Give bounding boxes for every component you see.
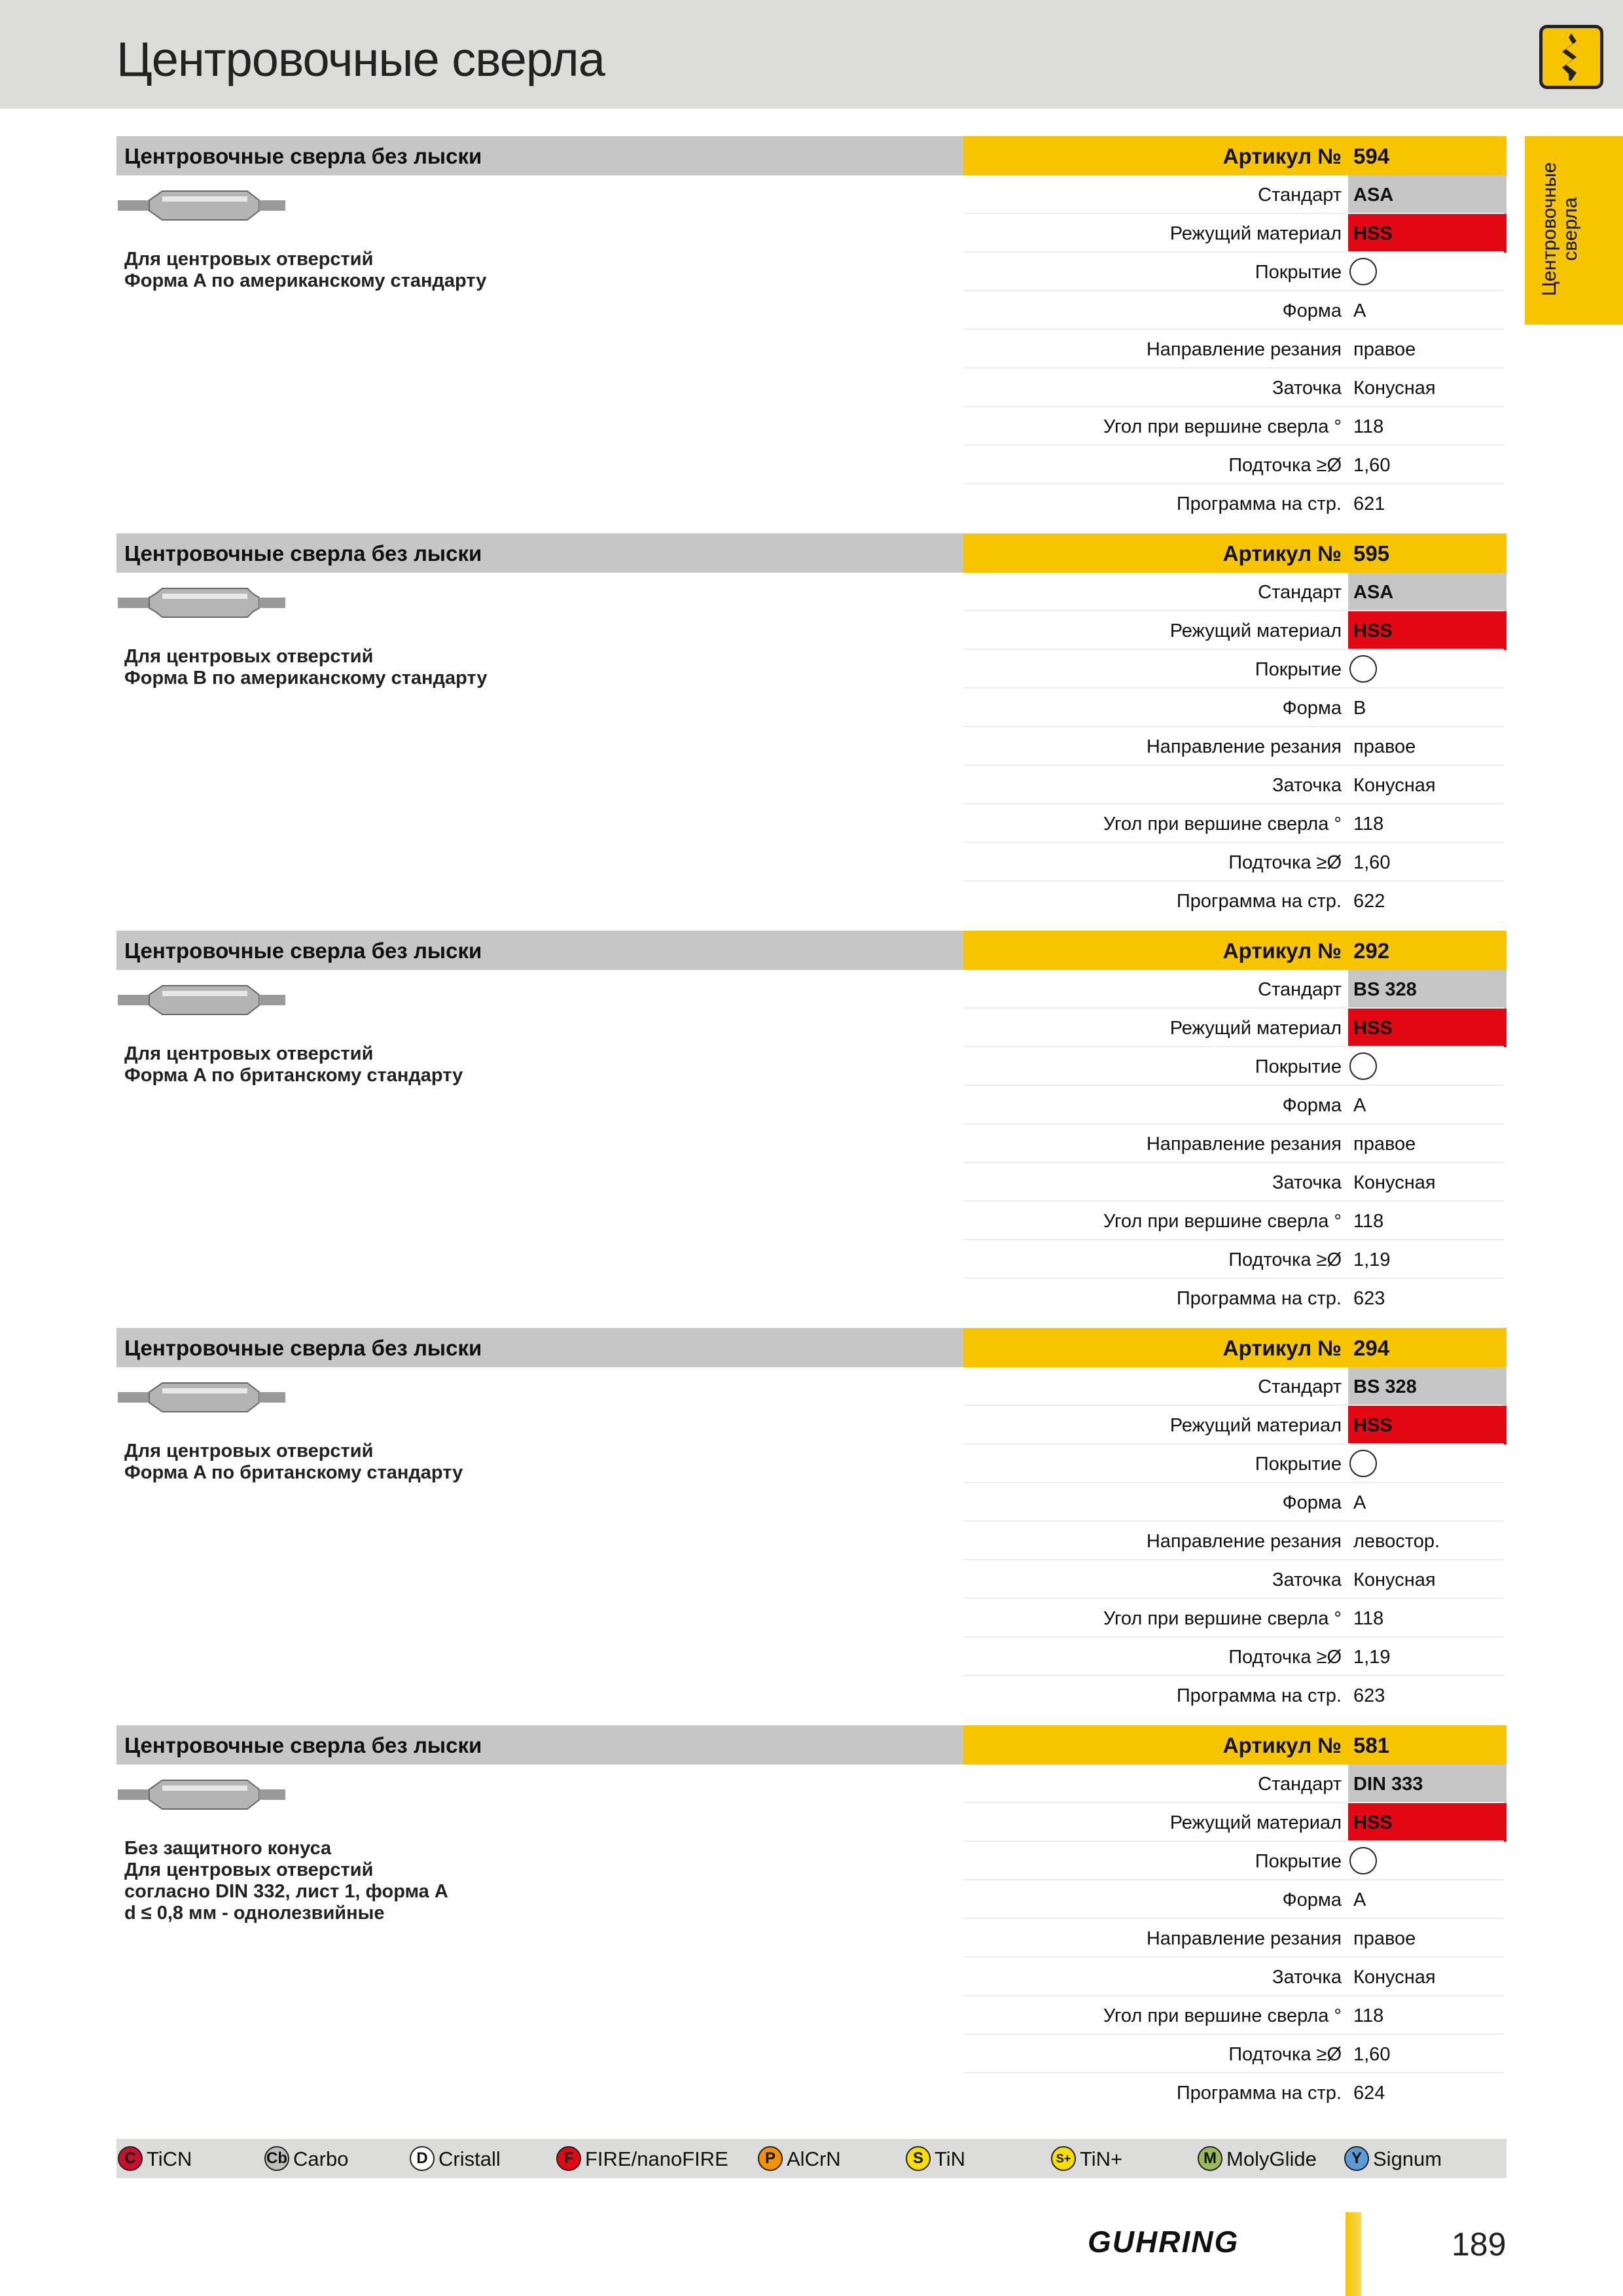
spec-row-form: Форма A — [963, 1086, 1507, 1124]
spec-row-grind: Заточка Конусная — [963, 368, 1507, 407]
carbo-coating-icon: Cb — [264, 2146, 289, 2171]
spec-row-counterbore: Подточка ≥Ø 1,60 — [963, 843, 1507, 882]
article-label: Артикул № — [1222, 144, 1342, 168]
spec-row-coating: Покрытие — [963, 650, 1507, 689]
spec-row-counterbore: Подточка ≥Ø 1,60 — [963, 446, 1507, 484]
spec-row-material: Режущий материал HSS — [963, 1406, 1507, 1444]
spec-row-coating: Покрытие — [963, 253, 1507, 291]
spec-row-standard: Стандарт BS 328 — [963, 1367, 1507, 1406]
side-tab-label: Центровочные сверла — [1539, 162, 1581, 296]
spec-row-page[interactable]: Программа на стр. 624 — [1176, 2083, 1385, 2104]
article-label: Артикул № — [1222, 541, 1342, 565]
no-coating-icon — [1349, 1847, 1377, 1874]
legend-item-alcrn: P AlCrN — [758, 2146, 841, 2172]
product-title: Центровочные сверла без лыски — [124, 939, 482, 963]
article-label: Артикул № — [1222, 1733, 1342, 1757]
legend-item-molyglide: M MolyGlide — [1198, 2146, 1317, 2172]
spec-row-form: Форма B — [963, 689, 1507, 727]
product-description: Для центровых отверстий Форма A по американскому стандарту — [124, 249, 487, 291]
spec-row-angle: Угол при вершине сверла ° 118 — [963, 1202, 1507, 1240]
center-drill-image — [116, 186, 288, 225]
center-drill-image — [116, 583, 288, 622]
spec-row-angle: Угол при вершине сверла ° 118 — [963, 1996, 1507, 2035]
article-number: 595 — [1353, 541, 1390, 565]
no-coating-icon — [1349, 655, 1377, 683]
legend-item-tin: S TiN — [906, 2146, 965, 2172]
article-number: 594 — [1353, 144, 1390, 168]
spec-row-form: Форма A — [963, 1483, 1507, 1522]
spec-row-direction: Направление резания правое — [963, 727, 1507, 766]
center-drill-image — [116, 980, 288, 1020]
spec-row-direction: Направление резания левостор. — [963, 1522, 1507, 1560]
product-block — [116, 931, 1507, 1317]
no-coating-icon — [1349, 1450, 1377, 1477]
product-title: Центровочные сверла без лыски — [124, 1336, 482, 1360]
product-description: Для центровых отверстий Форма B по американскому стандарту — [124, 646, 488, 689]
spec-row-counterbore: Подточка ≥Ø 1,60 — [963, 2035, 1507, 2073]
spec-row-page[interactable]: Программа на стр. 621 — [1176, 493, 1385, 514]
no-coating-icon — [1349, 258, 1377, 285]
product-block — [116, 533, 1507, 920]
center-drill-image — [116, 1378, 288, 1417]
article-label: Артикул № — [1222, 1336, 1342, 1360]
product-description: Без защитного конуса Для центровых отверстий согласно DIN 332, лист 1, форма A d ≤ 0,8 мм - однолезвийные — [124, 1838, 448, 1924]
spec-row-angle: Угол при вершине сверла ° 118 — [963, 804, 1507, 843]
center-drill-image — [116, 1775, 288, 1814]
spec-row-form: Форма A — [963, 291, 1507, 330]
page-number: 189 — [1452, 2226, 1507, 2263]
legend-item-cristall: D Cristall — [410, 2146, 501, 2172]
product-block — [116, 1725, 1507, 2111]
legend-item-fire: F FIRE/nanoFIRE — [556, 2146, 728, 2172]
spec-row-counterbore: Подточка ≥Ø 1,19 — [963, 1638, 1507, 1676]
spec-row-coating: Покрытие — [963, 1842, 1507, 1880]
legend-item-ticn: C TiCN — [118, 2146, 192, 2172]
spec-row-direction: Направление резания правое — [963, 1919, 1507, 1958]
spec-row-direction: Направление резания правое — [963, 1124, 1507, 1163]
legend-item-carbo: Cb Carbo — [264, 2146, 348, 2172]
drill-icon — [1539, 25, 1603, 89]
article-label: Артикул № — [1222, 939, 1342, 963]
spec-row-page[interactable]: Программа на стр. 622 — [1176, 891, 1385, 912]
product-title: Центровочные сверла без лыски — [124, 144, 482, 168]
spec-row-grind: Заточка Конусная — [963, 1163, 1507, 1202]
spec-row-standard: Стандарт ASA — [963, 175, 1507, 214]
spec-row-direction: Направление резания правое — [963, 330, 1507, 368]
spec-row-grind: Заточка Конусная — [963, 766, 1507, 804]
signum-coating-icon: Y — [1344, 2146, 1369, 2171]
legend-item-signum: Y Signum — [1344, 2146, 1442, 2172]
spec-row-page[interactable]: Программа на стр. 623 — [1176, 1288, 1385, 1309]
legend-item-tin-plus: S+ TiN+ — [1051, 2146, 1122, 2172]
spec-row-counterbore: Подточка ≥Ø 1,19 — [963, 1240, 1507, 1279]
article-number: 292 — [1353, 939, 1390, 963]
ticn-coating-icon: C — [118, 2146, 143, 2171]
article-number: 294 — [1353, 1336, 1390, 1360]
spec-row-material: Режущий материал HSS — [963, 1009, 1507, 1047]
fire-coating-icon: F — [556, 2146, 581, 2171]
coating-legend — [116, 2139, 1507, 2178]
product-block — [116, 1328, 1507, 1714]
spec-row-page[interactable]: Программа на стр. 623 — [1176, 1685, 1385, 1706]
product-block — [116, 136, 1507, 522]
spec-row-grind: Заточка Конусная — [963, 1958, 1507, 1996]
cristall-coating-icon: D — [410, 2146, 435, 2171]
spec-row-material: Режущий материал HSS — [963, 214, 1507, 253]
no-coating-icon — [1349, 1052, 1377, 1080]
footer-accent-bar — [1346, 2212, 1361, 2296]
tin-plus-coating-icon: S+ — [1051, 2146, 1076, 2171]
spec-row-form: Форма A — [963, 1880, 1507, 1919]
product-title: Центровочные сверла без лыски — [124, 541, 482, 565]
spec-row-standard: Стандарт BS 328 — [963, 970, 1507, 1009]
spec-row-angle: Угол при вершине сверла ° 118 — [963, 407, 1507, 446]
product-description: Для центровых отверстий Форма A по британскому стандарту — [124, 1441, 463, 1483]
spec-row-coating: Покрытие — [963, 1047, 1507, 1086]
product-title: Центровочные сверла без лыски — [124, 1733, 482, 1757]
spec-row-coating: Покрытие — [963, 1444, 1507, 1483]
product-description: Для центровых отверстий Форма A по британскому стандарту — [124, 1043, 463, 1086]
brand-logo: GUHRING — [1088, 2225, 1240, 2259]
alcrn-coating-icon: P — [758, 2146, 783, 2171]
spec-row-grind: Заточка Конусная — [963, 1560, 1507, 1599]
spec-row-standard: Стандарт ASA — [963, 573, 1507, 611]
spec-row-standard: Стандарт DIN 333 — [963, 1765, 1507, 1803]
spec-row-angle: Угол при вершине сверла ° 118 — [963, 1599, 1507, 1638]
spec-row-material: Режущий материал HSS — [963, 611, 1507, 650]
article-number: 581 — [1353, 1733, 1390, 1757]
molyglide-coating-icon: M — [1198, 2146, 1222, 2171]
page-title: Центровочные сверла — [116, 32, 605, 86]
spec-row-material: Режущий материал HSS — [963, 1803, 1507, 1842]
tin-coating-icon: S — [906, 2146, 931, 2171]
